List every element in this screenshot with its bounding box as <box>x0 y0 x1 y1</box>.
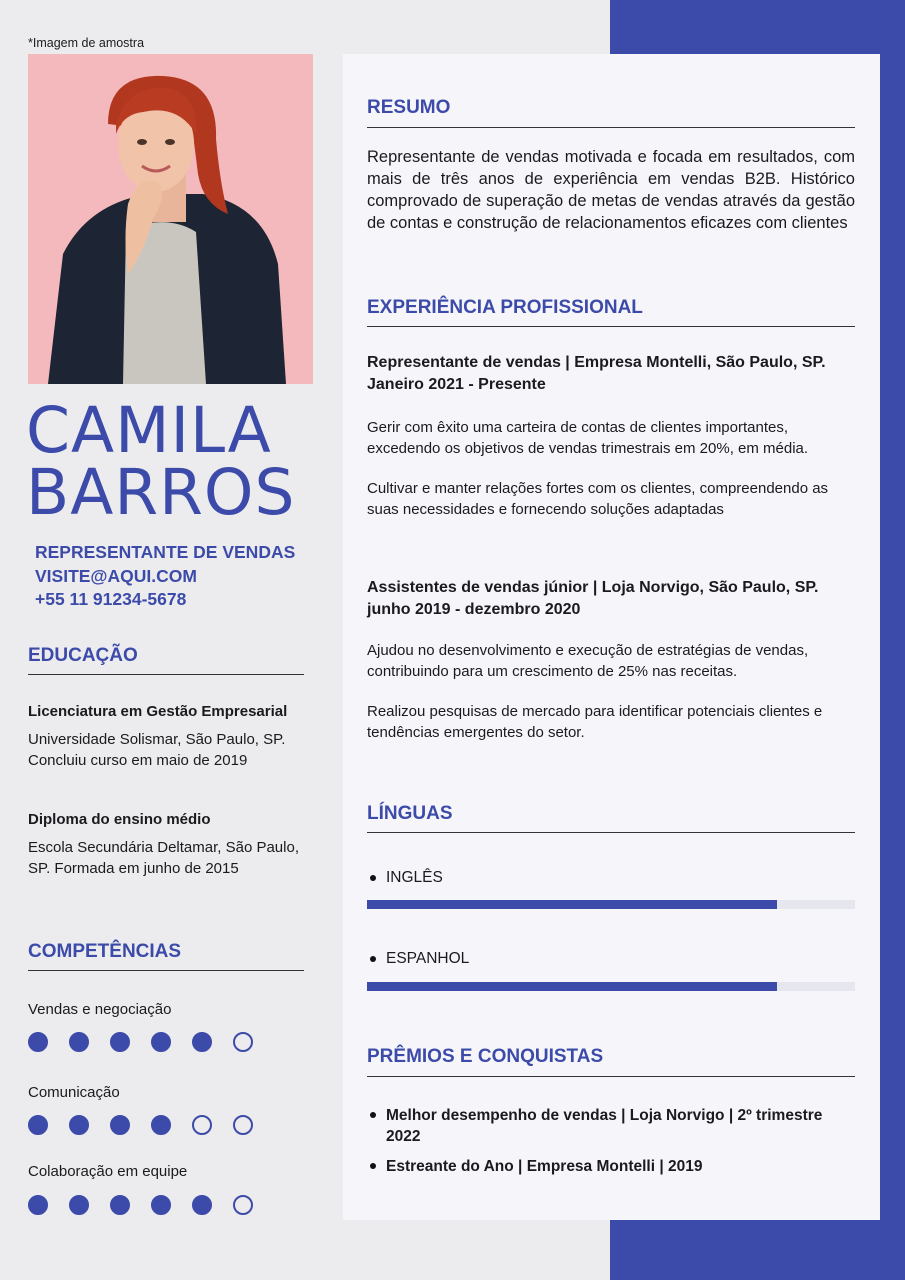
rating-dot-filled <box>69 1032 89 1052</box>
bullet-icon <box>370 956 376 962</box>
awards-divider <box>367 1076 855 1077</box>
job-title-company: Representante de vendas | Empresa Montelli, São Paulo, SP. <box>367 354 826 371</box>
education-divider <box>28 674 304 675</box>
rating-dot-filled <box>192 1195 212 1215</box>
education-degree: Licenciatura em Gestão Empresarial <box>28 703 288 720</box>
rating-dot-empty <box>192 1115 212 1135</box>
rating-dot-empty <box>233 1195 253 1215</box>
experience-divider <box>367 326 855 327</box>
job-entry-header <box>367 577 847 621</box>
languages-heading: LÍNGUAS <box>367 803 453 824</box>
email-link[interactable]: VISITE@AQUI.COM <box>35 565 197 586</box>
rating-dot-filled <box>151 1115 171 1135</box>
skills-heading: COMPETÊNCIAS <box>28 941 182 962</box>
last-name: BARROS <box>26 456 296 529</box>
summary-heading: RESUMO <box>367 97 451 118</box>
rating-dot-filled <box>110 1032 130 1052</box>
job-description: Ajudou no desenvolvimento e execução de estratégias de vendas, contribuindo para um crescimento de 25% nas receitas. <box>367 642 809 680</box>
skill-rating <box>28 1032 253 1052</box>
job-description: Cultivar e manter relações fortes com os clientes, compreendendo as suas necessidades e fornecendo soluções adaptadas <box>367 480 829 518</box>
education-heading: EDUCAÇÃO <box>28 645 138 666</box>
rating-dot-filled <box>28 1032 48 1052</box>
job-description: Realizou pesquisas de mercado para identificar potenciais clientes e tendências emergentes do setor. <box>367 703 823 741</box>
language-name: INGLÊS <box>386 869 443 886</box>
education-detail: Escola Secundária Deltamar, São Paulo, SP. Formada em junho de 2015 <box>28 839 299 877</box>
skills-divider <box>28 970 304 971</box>
rating-dot-filled <box>110 1195 130 1215</box>
rating-dot-filled <box>192 1032 212 1052</box>
rating-dot-empty <box>233 1032 253 1052</box>
candidate-name <box>26 394 296 529</box>
rating-dot-empty <box>233 1115 253 1135</box>
language-name: ESPANHOL <box>386 950 470 967</box>
award-text: Estreante do Ano | Empresa Montelli | 2019 <box>386 1158 703 1175</box>
skill-label: Colaboração em equipe <box>28 1163 188 1180</box>
contact-block <box>35 541 295 612</box>
rating-dot-filled <box>151 1032 171 1052</box>
rating-dot-filled <box>28 1115 48 1135</box>
job-period: junho 2019 - dezembro 2020 <box>367 601 581 618</box>
award-item <box>370 1156 840 1177</box>
language-level-fill <box>367 982 777 991</box>
bullet-icon <box>370 875 376 881</box>
language-level-bar <box>367 900 855 909</box>
summary-text: Representante de vendas motivada e focada em resultados, com mais de três anos de experiência em vendas B2B. Histórico comprovado de superação de metas de vendas através da gestão de contas e construção de relacionamentos eficazes com clientes <box>367 148 855 232</box>
language-level-fill <box>367 900 777 909</box>
education-detail: Universidade Solismar, São Paulo, SP. Concluiu curso em maio de 2019 <box>28 731 286 769</box>
rating-dot-filled <box>151 1195 171 1215</box>
sample-image-note: *Imagem de amostra <box>28 36 145 50</box>
skill-label: Vendas e negociação <box>28 1001 172 1018</box>
rating-dot-filled <box>110 1115 130 1135</box>
languages-divider <box>367 832 855 833</box>
skill-rating <box>28 1195 253 1215</box>
job-title-company: Assistentes de vendas júnior | Loja Norvigo, São Paulo, SP. <box>367 579 819 596</box>
skill-label: Comunicação <box>28 1084 120 1101</box>
bullet-icon <box>370 1112 376 1118</box>
job-period: Janeiro 2021 - Presente <box>367 376 546 393</box>
education-degree: Diploma do ensino médio <box>28 811 211 828</box>
award-item <box>370 1105 840 1147</box>
language-item <box>370 950 469 968</box>
profile-photo <box>28 54 313 384</box>
language-item <box>370 869 443 887</box>
phone-number: +55 11 91234-5678 <box>35 589 187 609</box>
job-description: Gerir com êxito uma carteira de contas de clientes importantes, excedendo os objetivos de vendas trimestrais em 20%, em média. <box>367 419 809 457</box>
awards-heading: PRÊMIOS E CONQUISTAS <box>367 1046 604 1067</box>
language-level-bar <box>367 982 855 991</box>
experience-heading: EXPERIÊNCIA PROFISSIONAL <box>367 297 643 318</box>
rating-dot-filled <box>69 1195 89 1215</box>
bullet-icon <box>370 1163 376 1169</box>
first-name: CAMILA <box>26 394 272 467</box>
job-entry-header <box>367 352 847 396</box>
summary-divider <box>367 127 855 128</box>
skill-rating <box>28 1115 253 1135</box>
rating-dot-filled <box>69 1115 89 1135</box>
award-text: Melhor desempenho de vendas | Loja Norvigo | 2º trimestre 2022 <box>386 1107 823 1145</box>
rating-dot-filled <box>28 1195 48 1215</box>
job-role: REPRESENTANTE DE VENDAS <box>35 542 296 562</box>
